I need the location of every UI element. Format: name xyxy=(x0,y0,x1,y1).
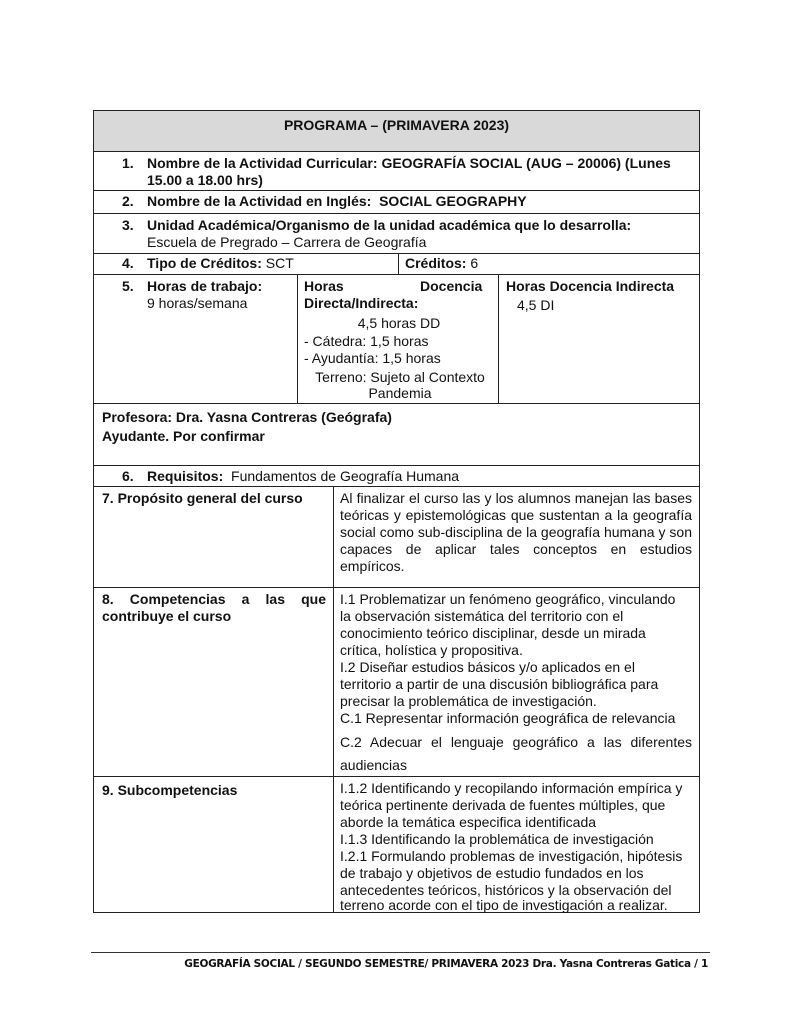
subcompetency-line: aborde la temática especifica identificada xyxy=(340,814,597,830)
ayudantia-hours: - Ayudantía: 1,5 horas xyxy=(304,350,441,366)
subcompetencies-label: 9. Subcompetencias xyxy=(102,782,238,798)
activity-name-value-line2: 15.00 a 18.00 hrs) xyxy=(147,172,263,188)
column-divider xyxy=(398,254,399,274)
subcompetency-line: terreno acorde con el tipo de investigación a realizar. xyxy=(340,897,668,913)
row-academic-unit xyxy=(93,213,700,253)
row-work-hours xyxy=(93,274,700,403)
row-english-name xyxy=(93,190,700,213)
english-name-value: SOCIAL GEOGRAPHY xyxy=(379,193,527,209)
credits-label: Créditos: xyxy=(405,255,467,271)
row-requirements xyxy=(93,465,700,486)
page-footer: GEOGRAFÍA SOCIAL / SEGUNDO SEMESTRE/ PRIMAVERA 2023 Dra. Yasna Contreras Gatica / 1 xyxy=(184,958,708,970)
purpose-line: teóricas y epistemológicas que sustentan a la geografía xyxy=(340,507,692,523)
column-divider xyxy=(333,487,334,587)
requirements-value: Fundamentos de Geografía Humana xyxy=(231,468,460,484)
competency-line: C.2 Adecuar el lenguaje geográfico a las diferentes xyxy=(340,734,692,750)
credits-value: 6 xyxy=(470,255,479,271)
credit-type xyxy=(147,255,294,272)
direct-hours-label-line2: Directa/Indirecta: xyxy=(304,295,419,311)
row-activity-name xyxy=(93,151,700,190)
item-number: 3. xyxy=(122,217,134,233)
subcompetency-line: I.2.1 Formulando problemas de investigación, hipótesis xyxy=(340,848,683,864)
subcompetency-line: de trabajo y objetivos de estudio fundados en los xyxy=(340,865,644,881)
competency-line: territorio a partir de una discusión bibliográfica para xyxy=(340,676,659,692)
competency-line: I.1 Problematizar un fenómeno geográfico, vinculando xyxy=(340,591,676,607)
credit-type-label: Tipo de Créditos: xyxy=(147,255,262,271)
credit-type-value: SCT xyxy=(265,255,294,271)
row-competencies xyxy=(93,587,700,776)
activity-name-value: GEOGRAFÍA SOCIAL (AUG – 20006) (Lunes xyxy=(381,155,671,171)
direct-hours-label-word1: Horas xyxy=(304,278,344,294)
direct-hours-value: 4,5 horas DD xyxy=(357,315,441,331)
catedra-hours: - Cátedra: 1,5 horas xyxy=(304,333,429,349)
subcompetency-line: I.1.2 Identificando y recopilando información empírica y xyxy=(340,780,683,796)
work-hours-label: Horas de trabajo: xyxy=(147,278,263,294)
terreno-line2: Pandemia xyxy=(368,385,432,401)
activity-name-label: Nombre de la Actividad Curricular: xyxy=(147,155,378,171)
activity-name-line1 xyxy=(147,155,671,172)
item-number: 2. xyxy=(122,193,134,209)
direct-hours-label-word2: Docencia xyxy=(420,278,483,294)
purpose-line: Al finalizar el curso las y los alumnos manejan las bases xyxy=(340,490,692,506)
indirect-hours-value: 4,5 DI xyxy=(517,297,555,313)
competency-line: I.2 Diseñar estudios básicos y/o aplicados en el xyxy=(340,659,635,675)
subcompetency-line: antecedentes teóricos, históricos y la observación del xyxy=(340,882,672,898)
work-hours-value: 9 horas/semana xyxy=(147,295,248,311)
subcompetency-line: I.1.3 Identificando la problemática de investigación xyxy=(340,831,654,847)
column-divider xyxy=(498,275,499,403)
item-number: 6. xyxy=(122,468,134,484)
english-name-line xyxy=(147,193,527,210)
requirements-label: Requisitos: xyxy=(147,468,224,484)
subcompetency-line: teórica pertinente derivada de fuentes múltiples, que xyxy=(340,797,666,813)
item-number: 5. xyxy=(122,278,134,294)
assistant: Ayudante. Por confirmar xyxy=(102,428,265,444)
competencies-label-line1: 8. Competencias a las que xyxy=(102,591,326,607)
competency-line: la observación sistemática del territorio con el xyxy=(340,608,624,624)
program-title: PROGRAMA – (PRIMAVERA 2023) xyxy=(283,117,510,133)
competency-line: conocimiento teórico disciplinar, desde un mirada xyxy=(340,625,646,641)
purpose-line: social como sub-disciplina de la geografía humana y son xyxy=(340,524,692,540)
competency-line: crítica, holística y propositiva. xyxy=(340,642,523,658)
competencies-label-line2: contribuye el curso xyxy=(102,608,232,624)
column-divider xyxy=(333,777,334,912)
purpose-line: capaces de aplicar tales conceptos en estudios xyxy=(340,541,692,557)
item-number: 1. xyxy=(122,155,134,171)
column-divider xyxy=(297,275,298,403)
professor: Profesora: Dra. Yasna Contreras (Geógrafa) xyxy=(102,409,392,425)
column-divider xyxy=(333,588,334,776)
row-subcompetencies xyxy=(93,776,700,913)
competency-line: audiencias xyxy=(340,757,407,773)
footer-divider xyxy=(91,952,710,953)
terreno-line1: Terreno: Sujeto al Contexto xyxy=(315,369,485,385)
competency-line: C.1 Representar información geográfica de relevancia xyxy=(340,710,676,726)
english-name-label: Nombre de la Actividad en Inglés: xyxy=(147,193,372,209)
row-staff xyxy=(93,403,700,465)
purpose-label: 7. Propósito general del curso xyxy=(102,490,303,506)
purpose-line: empíricos. xyxy=(340,558,405,574)
academic-unit-value: Escuela de Pregrado – Carrera de Geografía xyxy=(147,234,427,250)
item-number: 4. xyxy=(122,255,134,271)
credits xyxy=(405,255,478,272)
table-header-row xyxy=(93,110,700,151)
indirect-hours-label: Horas Docencia Indirecta xyxy=(506,278,675,294)
requirements xyxy=(147,468,459,485)
competency-line: precisar la problemática de investigación. xyxy=(340,693,597,709)
row-purpose xyxy=(93,486,700,587)
academic-unit-label: Unidad Académica/Organismo de la unidad académica que lo desarrolla: xyxy=(147,217,632,233)
row-credits xyxy=(93,253,700,274)
